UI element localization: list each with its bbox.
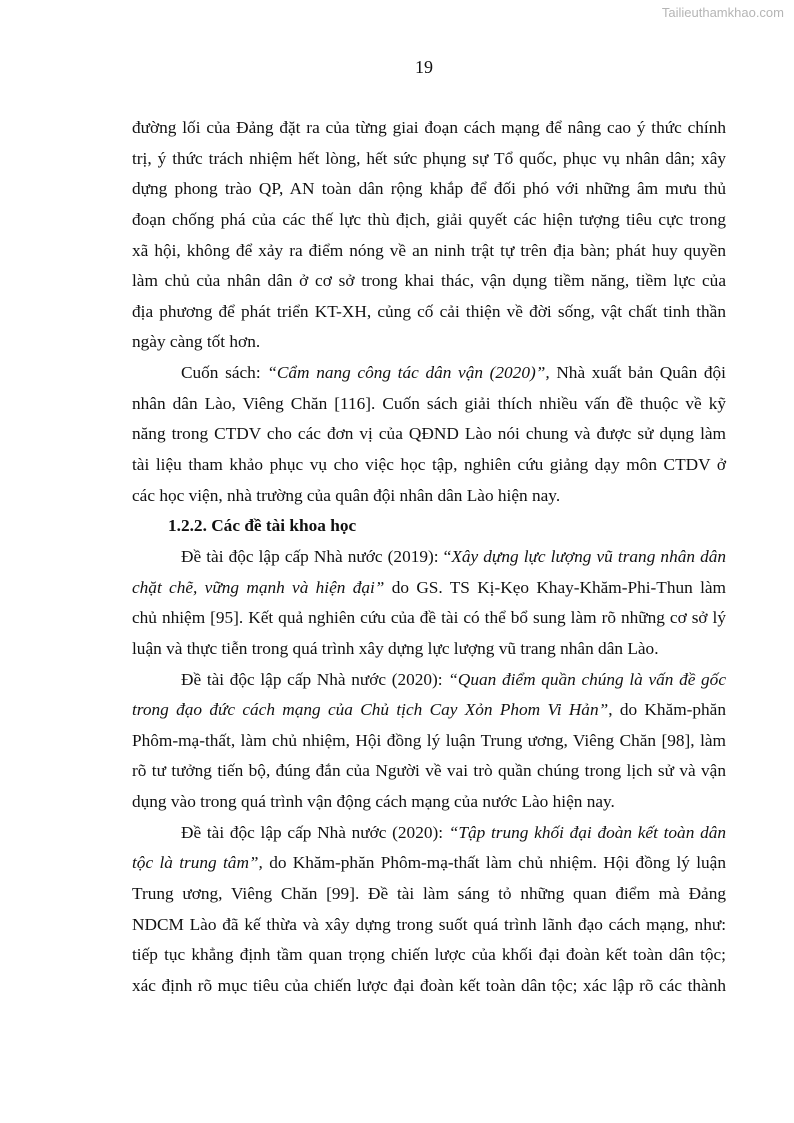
text-segment: chủ nhiệm [95]. Kết quả nghiên cứu của đề tài có thể bổ sung làm rõ những cơ sở lý xyxy=(132,608,726,628)
text-line xyxy=(132,174,726,205)
text-segment: ngày càng tốt hơn. xyxy=(132,332,261,352)
text-line xyxy=(132,910,726,941)
text-segment: luận và thực tiễn trong quá trình xây dựng lực lượng vũ trang nhân dân Lào. xyxy=(132,638,659,658)
text-line xyxy=(132,818,726,849)
text-line xyxy=(132,756,726,787)
text-line xyxy=(132,358,726,389)
text-segment: tiếp tục khẳng định tầm quan trọng chiến lược của khối đại đoàn kết toàn dân tộc; xyxy=(132,945,726,965)
text-segment: làm chủ của nhân dân ở cơ sở trong khai thác, vận dụng tiềm năng, tiềm lực của xyxy=(132,271,726,291)
text-segment: NDCM Lào đã kế thừa và xây dựng trong suốt quá trình lãnh đạo cách mạng, như: xyxy=(132,914,726,934)
section-heading xyxy=(132,511,726,542)
text-line xyxy=(132,113,726,144)
text-line xyxy=(132,634,726,665)
text-line xyxy=(132,603,726,634)
text-line xyxy=(132,940,726,971)
text-segment: do GS. TS Kị-Kẹo Khay-Khăm-Phi-Thun làm xyxy=(384,577,726,597)
text-segment: nhân dân Lào, Viêng Chăn [116]. Cuốn sách giải thích nhiều vấn đề thuộc về kỹ xyxy=(132,393,726,413)
text-line xyxy=(132,266,726,297)
text-segment: trị, ý thức trách nhiệm hết lòng, hết sức phụng sự Tổ quốc, phục vụ nhân dân; xây xyxy=(132,148,726,168)
text-line xyxy=(132,144,726,175)
italic-title-text: “Quan điểm quần chúng là vấn đề gốc xyxy=(448,669,726,689)
text-line xyxy=(132,573,726,604)
text-line xyxy=(132,787,726,818)
text-segment: dụng vào trong quá trình vận động cách mạng của nước Lào hiện nay. xyxy=(132,792,615,812)
text-segment: Nhà xuất bản Quân đội xyxy=(549,363,726,383)
text-segment: địa phương để phát triển KT-XH, củng cố cải thiện về đời sống, vật chất tinh thần xyxy=(132,301,726,321)
text-segment: do Khăm-phăn Phôm-mạ-thất làm chủ nhiệm. Hội đồng lý luận xyxy=(262,853,726,873)
text-segment: dựng phong trào QP, AN toàn dân rộng khắp để đối phó với những âm mưu thủ xyxy=(132,179,726,199)
text-line xyxy=(132,389,726,420)
text-line xyxy=(132,481,726,512)
italic-title-text: trong đạo đức cách mạng của Chủ tịch Cay Xỏn Phom Vi Hản” xyxy=(132,700,609,720)
text-line xyxy=(132,695,726,726)
text-segment: các học viện, nhà trường của quân đội nhân dân Lào hiện nay. xyxy=(132,485,561,505)
text-line xyxy=(132,297,726,328)
text-segment: Đề tài độc lập cấp Nhà nước (2020): xyxy=(181,669,449,689)
text-segment: năng trong CTDV cho các đơn vị của QĐND Lào nói chung và được sử dụng làm xyxy=(132,424,726,444)
italic-title-text: “Cẩm nang công tác dân vận (2020)”, xyxy=(267,363,550,383)
text-segment: Phôm-mạ-thất, làm chủ nhiệm, Hội đồng lý luận Trung ương, Viêng Chăn [98], làm xyxy=(132,730,726,750)
text-segment: Đề tài độc lập cấp Nhà nước (2019): “ xyxy=(181,546,452,566)
text-line xyxy=(132,327,726,358)
text-line xyxy=(132,665,726,696)
text-line xyxy=(132,542,726,573)
text-segment: Trung ương, Viêng Chăn [99]. Đề tài làm sáng tỏ những quan điểm mà Đảng xyxy=(132,884,726,904)
text-segment: Cuốn sách: xyxy=(181,363,268,383)
italic-title-text: chặt chẽ, vững mạnh và hiện đại” xyxy=(132,577,385,597)
text-segment: rõ tư tưởng tiến bộ, đúng đắn của Người về vai trò quần chúng trong lịch sử và vận xyxy=(132,761,726,781)
text-line xyxy=(132,450,726,481)
text-line xyxy=(132,419,726,450)
text-segment: đoạn chống phá của các thế lực thù địch, giải quyết các hiện tượng tiêu cực trong xyxy=(132,209,726,229)
text-segment: 1.2.2. Các đề tài khoa học xyxy=(168,516,357,536)
text-line xyxy=(132,848,726,879)
text-segment: xã hội, không để xảy ra điểm nóng về an ninh trật tự trên địa bàn; phát huy quyền xyxy=(132,240,726,260)
page-number: 19 xyxy=(415,57,433,77)
text-segment: Đề tài độc lập cấp Nhà nước (2020): xyxy=(181,822,449,842)
text-segment: đường lối của Đảng đặt ra của từng giai đoạn cách mạng để nâng cao ý thức chính xyxy=(132,118,726,137)
text-line xyxy=(132,879,726,910)
text-line xyxy=(132,726,726,757)
italic-title-text: tộc là trung tâm”, xyxy=(132,853,263,873)
italic-title-text: Xây dựng lực lượng vũ trang nhân dân xyxy=(451,546,726,566)
text-segment: tài liệu tham khảo phục vụ cho việc học tập, nghiên cứu giảng dạy môn CTDV ở xyxy=(132,455,726,475)
text-line xyxy=(132,236,726,267)
text-line xyxy=(132,205,726,236)
document-body xyxy=(132,113,726,1002)
text-segment: xác định rõ mục tiêu của chiến lược đại đoàn kết toàn dân tộc; xác lập rõ các thành xyxy=(132,975,726,995)
italic-title-text: “Tập trung khối đại đoàn kết toàn dân xyxy=(448,822,726,842)
text-line xyxy=(132,971,726,1002)
text-segment: , do Khăm-phăn xyxy=(608,700,726,720)
watermark: Tailieuthamkhao.com xyxy=(661,5,784,20)
